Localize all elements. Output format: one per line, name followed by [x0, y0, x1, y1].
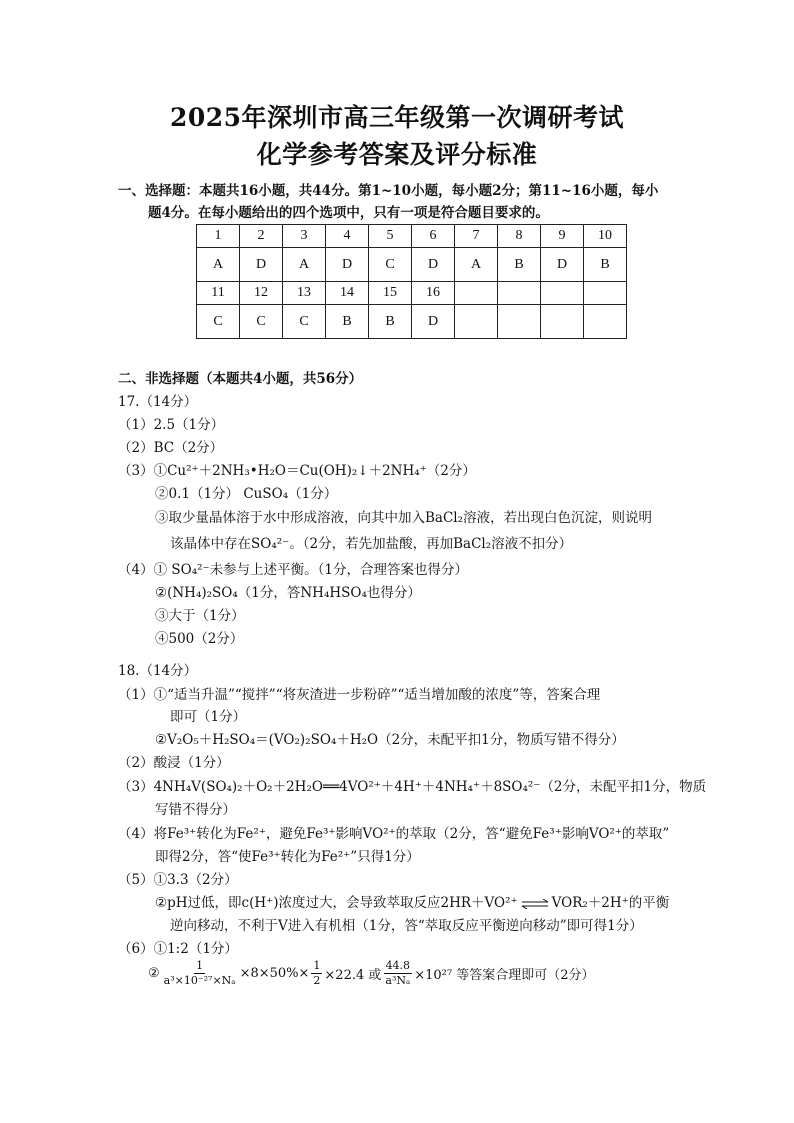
q17-line: （3）①Cu²⁺＋2NH₃•H₂O＝Cu(OH)₂↓＋2NH₄⁺（2分） [118, 463, 476, 479]
fraction-numerator: 1 [313, 959, 321, 972]
table-cell: C [197, 305, 240, 339]
table-cell: B [584, 248, 627, 282]
part1-instruction-line1: 一、选择题：本题共16小题，共44分。第1~10小题，每小题2分；第11~16小题，每小 [118, 183, 659, 199]
table-cell: D [541, 248, 584, 282]
table-cell: 7 [455, 225, 498, 248]
table-cell: D [240, 248, 283, 282]
formula-text: ×8×50%× [239, 966, 310, 981]
q18-line: （5）①3.3（2分） [118, 872, 238, 888]
q17-line: （4）① SO₄²⁻未参与上述平衡。（1分，合理答案也得分） [118, 562, 468, 578]
table-cell: 2 [240, 225, 283, 248]
part2-heading: 二、非选择题（本题共4小题，共56分） [118, 371, 363, 387]
table-cell: 14 [326, 282, 369, 305]
q18-line-part: ②pH过低，即c(H⁺)浓度过大，会导致萃取反应2HR＋VO²⁺ [155, 895, 518, 911]
fraction [383, 959, 412, 988]
table-cell: 8 [498, 225, 541, 248]
q17-line: ③取少量晶体溶于水中形成溶液，向其中加入BaCl₂溶液，若出现白色沉淀，则说明 [155, 510, 653, 526]
q17-line: （2）BC（2分） [118, 440, 224, 456]
table-cell: C [369, 248, 412, 282]
table-row [197, 282, 627, 305]
q17-line: （1）2.5（1分） [118, 417, 225, 433]
fraction-denominator: 2 [313, 974, 321, 987]
page-title: 2025年深圳市高三年级第一次调研考试 [169, 103, 625, 132]
q18-line: 写错不得分） [155, 802, 236, 818]
equilibrium-arrow-icon [521, 899, 549, 909]
page-subtitle: 化学参考答案及评分标准 [256, 140, 538, 169]
q17-line: ②0.1（1分） CuSO₄（1分） [155, 486, 338, 502]
table-cell: D [412, 305, 455, 339]
table-cell [498, 305, 541, 339]
q18-line: 即可（1分） [170, 709, 247, 725]
table-cell [541, 282, 584, 305]
table-cell [584, 282, 627, 305]
q18-line [155, 894, 669, 912]
table-cell: 4 [326, 225, 369, 248]
table-cell: 13 [283, 282, 326, 305]
table-cell: 3 [283, 225, 326, 248]
fraction [162, 959, 238, 988]
q17-heading: 17.（14分） [118, 394, 198, 410]
table-cell: 6 [412, 225, 455, 248]
table-cell: 5 [369, 225, 412, 248]
formula-text: ×22.4 或 [324, 968, 382, 983]
table-row [197, 305, 627, 339]
part1-instruction-line2: 题4分。在每小题给出的四个选项中，只有一项是符合题目要求的。 [148, 205, 549, 221]
fraction [311, 959, 322, 988]
answer-table [196, 224, 627, 339]
table-cell: A [197, 248, 240, 282]
q18-line: （4）将Fe³⁺转化为Fe²⁺，避免Fe³⁺影响VO²⁺的萃取（2分，答“避免Fe³⁺影响VO²⁺的萃取” [118, 826, 670, 842]
table-cell: 12 [240, 282, 283, 305]
table-cell: 1 [197, 225, 240, 248]
table-cell: D [326, 248, 369, 282]
q17-line: ②(NH₄)₂SO₄（1分，答NH₄HSO₄也得分） [155, 585, 421, 601]
table-cell [541, 305, 584, 339]
q18-line: （6）①1:2（1分） [118, 941, 238, 957]
q18-line: 即得2分，答“使Fe³⁺转化为Fe²⁺”只得1分） [155, 849, 420, 865]
fraction-denominator: a³Nₐ [385, 974, 411, 987]
q17-line: 该晶体中存在SO₄²⁻。（2分，若先加盐酸，再加BaCl₂溶液不扣分） [170, 536, 573, 552]
fraction-denominator: a³×10⁻²⁷×Nₐ [163, 974, 236, 987]
table-cell [498, 282, 541, 305]
q17-line: ④500（2分） [155, 631, 244, 647]
q17-line: ③大于（1分） [155, 608, 245, 624]
table-cell: B [498, 248, 541, 282]
q18-line: （1）①“适当升温”“搅拌”“将灰渣进一步粉碎”“适当增加酸的浓度”等，答案合理 [118, 687, 601, 703]
table-cell: A [283, 248, 326, 282]
answer-formula [148, 959, 595, 988]
table-cell: B [369, 305, 412, 339]
table-cell: C [240, 305, 283, 339]
table-cell [455, 282, 498, 305]
q18-line-part: VOR₂＋2H⁺的平衡 [551, 895, 670, 911]
table-cell: 9 [541, 225, 584, 248]
table-cell: 11 [197, 282, 240, 305]
table-cell: C [283, 305, 326, 339]
table-cell: 16 [412, 282, 455, 305]
table-row [197, 248, 627, 282]
q18-line: 逆向移动，不利于V进入有机相（1分，答“萃取反应平衡逆向移动”即可得1分） [170, 918, 643, 934]
table-row [197, 225, 627, 248]
fraction-numerator: 1 [196, 959, 204, 972]
table-cell: 10 [584, 225, 627, 248]
fraction-numerator: 44.8 [385, 959, 411, 972]
table-cell [455, 305, 498, 339]
q18-line: （2）酸浸（1分） [118, 755, 230, 771]
formula-marker: ② [148, 966, 160, 981]
table-cell [584, 305, 627, 339]
table-cell: D [412, 248, 455, 282]
q18-line: （3）4NH₄V(SO₄)₂＋O₂＋2H₂O══4VO²⁺＋4H⁺＋4NH₄⁺＋8SO₄²⁻（2分，未配平扣1分，物质 [118, 779, 707, 795]
q18-heading: 18.（14分） [118, 663, 198, 679]
table-cell: B [326, 305, 369, 339]
table-cell: A [455, 248, 498, 282]
formula-text: ×10²⁷ 等答案合理即可（2分） [414, 968, 595, 983]
q18-line: ②V₂O₅＋H₂SO₄＝(VO₂)₂SO₄＋H₂O（2分，未配平扣1分，物质写错不得分） [155, 732, 625, 748]
table-cell: 15 [369, 282, 412, 305]
